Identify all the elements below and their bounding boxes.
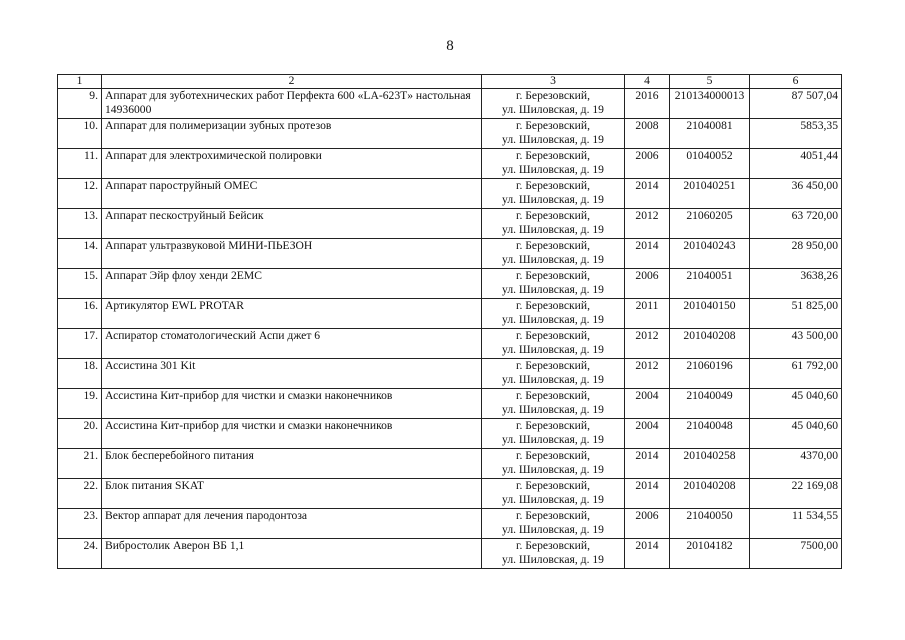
address-city: г. Березовский,	[516, 479, 590, 492]
address-street: ул. Шиловская, д. 19	[502, 493, 604, 506]
address-street: ул. Шиловская, д. 19	[502, 553, 604, 566]
item-name: Вектор аппарат для лечения пародонтоза	[102, 509, 482, 539]
table-body	[58, 89, 842, 569]
item-cost: 4051,44	[750, 149, 842, 179]
column-header-5: 5	[670, 75, 750, 89]
address-city: г. Березовский,	[516, 359, 590, 372]
address-city: г. Березовский,	[516, 119, 590, 132]
address-street: ул. Шиловская, д. 19	[502, 253, 604, 266]
address-street: ул. Шиловская, д. 19	[502, 373, 604, 386]
item-address	[482, 239, 625, 269]
table-row	[58, 359, 842, 389]
inventory-number: 210134000013	[670, 89, 750, 119]
row-number: 15.	[58, 269, 102, 299]
item-name: Ассистина Кит-прибор для чистки и смазки наконечников	[102, 389, 482, 419]
item-name: Аппарат для полимеризации зубных протезов	[102, 119, 482, 149]
item-address	[482, 149, 625, 179]
inventory-number: 01040052	[670, 149, 750, 179]
table-row	[58, 449, 842, 479]
address-city: г. Березовский,	[516, 149, 590, 162]
table-row	[58, 479, 842, 509]
inventory-number: 21040050	[670, 509, 750, 539]
table-row	[58, 119, 842, 149]
address-street: ул. Шиловская, д. 19	[502, 463, 604, 476]
row-number: 14.	[58, 239, 102, 269]
address-city: г. Березовский,	[516, 389, 590, 402]
item-year: 2006	[625, 509, 670, 539]
table-row	[58, 149, 842, 179]
inventory-number: 201040150	[670, 299, 750, 329]
inventory-table	[57, 74, 842, 569]
item-year: 2014	[625, 179, 670, 209]
item-name: Аспиратор стоматологический Аспи джет 6	[102, 329, 482, 359]
item-cost: 45 040,60	[750, 419, 842, 449]
item-address	[482, 539, 625, 569]
inventory-number: 21040048	[670, 419, 750, 449]
item-year: 2014	[625, 449, 670, 479]
address-city: г. Березовский,	[516, 239, 590, 252]
item-cost: 45 040,60	[750, 389, 842, 419]
table-row	[58, 239, 842, 269]
item-cost: 87 507,04	[750, 89, 842, 119]
item-name: Аппарат пескоструйный Бейсик	[102, 209, 482, 239]
item-address	[482, 329, 625, 359]
item-address	[482, 479, 625, 509]
inventory-number: 201040258	[670, 449, 750, 479]
inventory-number: 21040051	[670, 269, 750, 299]
item-year: 2012	[625, 209, 670, 239]
item-year: 2012	[625, 329, 670, 359]
address-city: г. Березовский,	[516, 89, 590, 102]
item-name: Блок бесперебойного питания	[102, 449, 482, 479]
inventory-number: 21040081	[670, 119, 750, 149]
item-address	[482, 359, 625, 389]
inventory-number: 201040251	[670, 179, 750, 209]
item-cost: 61 792,00	[750, 359, 842, 389]
inventory-number: 21060205	[670, 209, 750, 239]
item-cost: 3638,26	[750, 269, 842, 299]
table-row	[58, 419, 842, 449]
inventory-number: 20104182	[670, 539, 750, 569]
table-row	[58, 299, 842, 329]
row-number: 16.	[58, 299, 102, 329]
address-street: ул. Шиловская, д. 19	[502, 103, 604, 116]
address-city: г. Березовский,	[516, 299, 590, 312]
address-city: г. Березовский,	[516, 539, 590, 552]
item-year: 2014	[625, 479, 670, 509]
row-number: 13.	[58, 209, 102, 239]
address-street: ул. Шиловская, д. 19	[502, 343, 604, 356]
item-address	[482, 119, 625, 149]
item-name: Аппарат пароструйный ОМЕС	[102, 179, 482, 209]
item-cost: 63 720,00	[750, 209, 842, 239]
item-name: Аппарат для зуботехнических работ Перфекта 600 «LA-623T» настольная 14936000	[102, 89, 482, 119]
item-year: 2006	[625, 149, 670, 179]
item-cost: 36 450,00	[750, 179, 842, 209]
item-year: 2008	[625, 119, 670, 149]
item-name: Блок питания SKAT	[102, 479, 482, 509]
item-cost: 28 950,00	[750, 239, 842, 269]
table-row	[58, 89, 842, 119]
item-cost: 43 500,00	[750, 329, 842, 359]
item-address	[482, 89, 625, 119]
item-name: Ассистина 301 Kit	[102, 359, 482, 389]
header-row	[58, 75, 842, 89]
address-street: ул. Шиловская, д. 19	[502, 313, 604, 326]
inventory-number: 21040049	[670, 389, 750, 419]
item-name: Аппарат для электрохимической полировки	[102, 149, 482, 179]
item-address	[482, 509, 625, 539]
item-address	[482, 179, 625, 209]
column-header-3: 3	[482, 75, 625, 89]
item-cost: 7500,00	[750, 539, 842, 569]
page-number: 8	[446, 38, 454, 54]
row-number: 19.	[58, 389, 102, 419]
column-header-6: 6	[750, 75, 842, 89]
table-row	[58, 539, 842, 569]
address-city: г. Березовский,	[516, 419, 590, 432]
address-city: г. Березовский,	[516, 509, 590, 522]
item-year: 2006	[625, 269, 670, 299]
item-name: Вибростолик Аверон ВБ 1,1	[102, 539, 482, 569]
row-number: 10.	[58, 119, 102, 149]
column-header-2: 2	[102, 75, 482, 89]
item-year: 2004	[625, 419, 670, 449]
table-row	[58, 509, 842, 539]
address-street: ул. Шиловская, д. 19	[502, 163, 604, 176]
row-number: 23.	[58, 509, 102, 539]
item-cost: 11 534,55	[750, 509, 842, 539]
row-number: 24.	[58, 539, 102, 569]
address-street: ул. Шиловская, д. 19	[502, 193, 604, 206]
inventory-number: 201040208	[670, 329, 750, 359]
inventory-number: 201040243	[670, 239, 750, 269]
column-header-1: 1	[58, 75, 102, 89]
table-row	[58, 179, 842, 209]
address-city: г. Березовский,	[516, 179, 590, 192]
table-header	[58, 75, 842, 89]
item-year: 2004	[625, 389, 670, 419]
item-cost: 51 825,00	[750, 299, 842, 329]
row-number: 22.	[58, 479, 102, 509]
table-row	[58, 389, 842, 419]
address-city: г. Березовский,	[516, 329, 590, 342]
item-address	[482, 449, 625, 479]
address-city: г. Березовский,	[516, 269, 590, 282]
item-address	[482, 299, 625, 329]
row-number: 18.	[58, 359, 102, 389]
item-name: Артикулятор EWL PROTAR	[102, 299, 482, 329]
item-year: 2016	[625, 89, 670, 119]
item-address	[482, 209, 625, 239]
inventory-number: 21060196	[670, 359, 750, 389]
row-number: 9.	[58, 89, 102, 119]
address-street: ул. Шиловская, д. 19	[502, 133, 604, 146]
address-street: ул. Шиловская, д. 19	[502, 433, 604, 446]
item-cost: 4370,00	[750, 449, 842, 479]
row-number: 11.	[58, 149, 102, 179]
table-row	[58, 329, 842, 359]
item-name: Ассистина Кит-прибор для чистки и смазки наконечников	[102, 419, 482, 449]
item-year: 2012	[625, 359, 670, 389]
item-year: 2011	[625, 299, 670, 329]
address-street: ул. Шиловская, д. 19	[502, 403, 604, 416]
column-header-4: 4	[625, 75, 670, 89]
row-number: 12.	[58, 179, 102, 209]
item-year: 2014	[625, 539, 670, 569]
table-row	[58, 269, 842, 299]
item-address	[482, 389, 625, 419]
item-address	[482, 419, 625, 449]
address-street: ул. Шиловская, д. 19	[502, 223, 604, 236]
address-street: ул. Шиловская, д. 19	[502, 283, 604, 296]
item-name: Аппарат ультразвуковой МИНИ-ПЬЕЗОН	[102, 239, 482, 269]
item-year: 2014	[625, 239, 670, 269]
item-cost: 5853,35	[750, 119, 842, 149]
inventory-number: 201040208	[670, 479, 750, 509]
table-row	[58, 209, 842, 239]
row-number: 20.	[58, 419, 102, 449]
item-name: Аппарат Эйр флоу хенди 2ЕМС	[102, 269, 482, 299]
address-city: г. Березовский,	[516, 449, 590, 462]
row-number: 21.	[58, 449, 102, 479]
address-city: г. Березовский,	[516, 209, 590, 222]
item-cost: 22 169,08	[750, 479, 842, 509]
address-street: ул. Шиловская, д. 19	[502, 523, 604, 536]
item-address	[482, 269, 625, 299]
row-number: 17.	[58, 329, 102, 359]
